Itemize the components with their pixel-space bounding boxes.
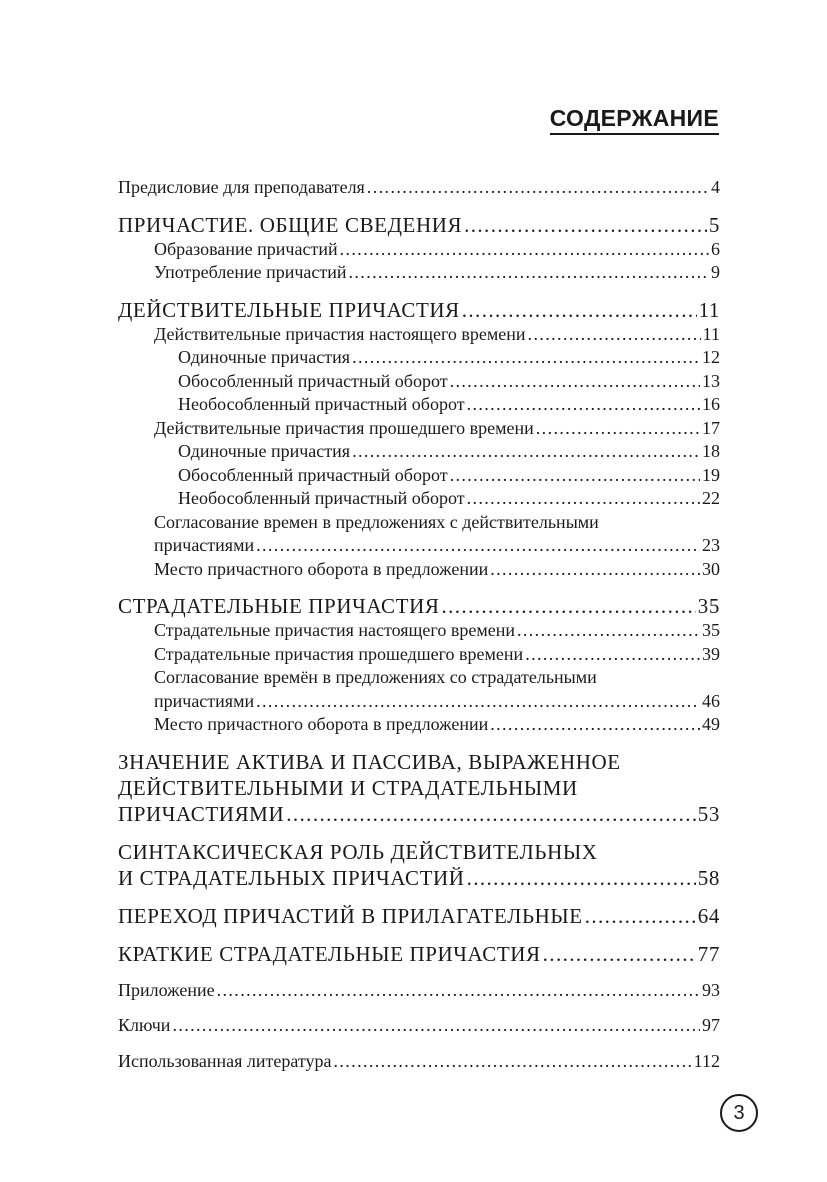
toc-entry-page: 19 — [702, 464, 720, 485]
toc-entry-label: Одиночные причастия — [178, 347, 351, 367]
dot-leader — [490, 558, 700, 582]
toc-entry-label: Обособленный причастный оборот — [178, 370, 448, 391]
toc-entry-label-line[interactable]: Согласование времен в предложениях с действительными — [154, 511, 599, 532]
toc-entry-page: 49 — [702, 714, 720, 734]
dot-leader — [543, 941, 696, 967]
toc-entry-label: причастиями — [154, 535, 255, 555]
table-of-contents — [118, 176, 720, 1073]
toc-entry-page: 35 — [702, 620, 720, 640]
dot-leader — [217, 979, 700, 1003]
toc-entry-page: 17 — [702, 417, 720, 438]
toc-chapter-label-line[interactable]: СИНТАКСИЧЕСКАЯ РОЛЬ ДЕЙСТВИТЕЛЬНЫХ — [118, 839, 598, 864]
dot-leader — [528, 323, 701, 347]
toc-entry[interactable] — [118, 238, 720, 262]
toc-entry-page: 46 — [702, 690, 720, 711]
toc-entry-label: Приложение — [118, 979, 215, 1000]
toc-entry[interactable] — [118, 440, 720, 464]
toc-entry-page: 22 — [702, 488, 720, 508]
toc-entry-label: ПРИЧАСТИЕ. ОБЩИЕ СВЕДЕНИЯ — [118, 212, 463, 237]
toc-chapter[interactable] — [118, 801, 720, 827]
toc-entry-label: ПЕРЕХОД ПРИЧАСТИЙ В ПРИЛАГАТЕЛЬНЫЕ — [118, 903, 583, 928]
dot-leader — [256, 534, 700, 558]
toc-entry-label: Использованная литература — [118, 1050, 332, 1071]
toc-entry[interactable] — [118, 487, 720, 511]
toc-entry[interactable] — [118, 323, 720, 347]
toc-entry[interactable] — [118, 979, 720, 1003]
toc-chapter[interactable] — [118, 297, 720, 323]
page-number-badge: 3 — [720, 1094, 758, 1132]
dot-leader — [349, 261, 710, 285]
dot-leader — [333, 1050, 691, 1074]
toc-chapter[interactable] — [118, 593, 720, 619]
toc-chapter[interactable] — [118, 903, 720, 929]
toc-entry[interactable] — [118, 1014, 720, 1038]
toc-entry-page: 9 — [711, 262, 720, 282]
toc-entry[interactable] — [118, 370, 720, 394]
toc-entry-label: СТРАДАТЕЛЬНЫЕ ПРИЧАСТИЯ — [118, 594, 440, 618]
toc-entry-page: 4 — [711, 177, 720, 197]
toc-entry-page: 58 — [697, 865, 720, 890]
toc-entry-page: 11 — [698, 297, 720, 322]
toc-entry-label: Ключи — [118, 1015, 171, 1035]
toc-entry-label: Употребление причастий — [154, 262, 347, 282]
toc-entry-page: 39 — [702, 643, 720, 664]
toc-entry[interactable] — [118, 713, 720, 737]
toc-entry-page: 53 — [697, 801, 720, 826]
toc-entry[interactable] — [118, 176, 720, 200]
toc-entry-page: 5 — [708, 212, 720, 237]
toc-entry[interactable] — [118, 643, 720, 667]
toc-entry-label: причастиями — [154, 690, 255, 711]
toc-entry-page: 35 — [697, 594, 720, 618]
dot-leader — [352, 440, 700, 464]
toc-entry-label: Необособленный причастный оборот — [178, 488, 465, 508]
toc-entry-page: 6 — [711, 238, 720, 259]
toc-entry-label: Действительные причастия прошедшего времени — [154, 417, 534, 438]
toc-entry-label: Предисловие для преподавателя — [118, 177, 365, 197]
toc-entry-label: Страдательные причастия прошедшего времени — [154, 643, 524, 664]
toc-entry-page: 77 — [697, 941, 720, 966]
toc-entry-page: 13 — [702, 370, 720, 391]
toc-entry-label-line[interactable]: Согласование времён в предложениях со страдательными — [154, 667, 597, 687]
dot-leader — [286, 801, 696, 827]
toc-entry-label: Место причастного оборота в предложении — [154, 714, 489, 734]
dot-leader — [525, 643, 700, 667]
dot-leader — [450, 370, 700, 394]
toc-entry[interactable] — [118, 261, 720, 285]
toc-entry[interactable] — [118, 417, 720, 441]
page-title: СОДЕРЖАНИЕ — [550, 104, 719, 135]
dot-leader — [340, 238, 709, 262]
dot-leader — [585, 903, 696, 929]
dot-leader — [517, 619, 700, 643]
toc-entry-page: 64 — [697, 903, 720, 928]
dot-leader — [467, 865, 696, 891]
toc-entry-label: ПРИЧАСТИЯМИ — [118, 801, 285, 826]
toc-chapter[interactable] — [118, 865, 720, 891]
toc-entry[interactable] — [118, 534, 720, 558]
dot-leader — [172, 1014, 700, 1038]
toc-entry[interactable] — [118, 558, 720, 582]
dot-leader — [464, 212, 707, 238]
toc-entry-label: Одиночные причастия — [178, 441, 351, 461]
toc-entry-page: 11 — [702, 323, 720, 344]
toc-chapter[interactable] — [118, 212, 720, 238]
dot-leader — [467, 393, 700, 417]
toc-entry-label: Обособленный причастный оборот — [178, 464, 448, 485]
toc-entry-label: ДЕЙСТВИТЕЛЬНЫЕ ПРИЧАСТИЯ — [118, 297, 460, 322]
toc-entry-page: 112 — [693, 1050, 720, 1071]
toc-entry-page: 23 — [702, 535, 720, 555]
dot-leader — [450, 464, 700, 488]
toc-entry-page: 18 — [702, 441, 720, 461]
toc-entry-page: 97 — [702, 1015, 720, 1035]
toc-entry[interactable] — [118, 346, 720, 370]
toc-entry[interactable] — [118, 393, 720, 417]
toc-entry-label: Место причастного оборота в предложении — [154, 558, 489, 579]
dot-leader — [467, 487, 700, 511]
dot-leader — [441, 593, 695, 619]
toc-entry[interactable] — [118, 690, 720, 714]
toc-entry-page: 93 — [702, 979, 720, 1000]
dot-leader — [462, 297, 697, 323]
toc-chapter[interactable] — [118, 941, 720, 967]
toc-chapter-label-line[interactable]: ДЕЙСТВИТЕЛЬНЫМИ И СТРАДАТЕЛЬНЫМИ — [118, 775, 578, 800]
dot-leader — [256, 690, 700, 714]
toc-entry-label: Необособленный причастный оборот — [178, 394, 465, 414]
toc-entry-page: 16 — [702, 394, 720, 414]
toc-entry-page: 30 — [702, 558, 720, 579]
toc-entry-label: Действительные причастия настоящего времени — [154, 323, 526, 344]
toc-entry[interactable] — [118, 464, 720, 488]
toc-entry-label: Страдательные причастия настоящего времени — [154, 620, 515, 640]
toc-chapter-label-line[interactable]: ЗНАЧЕНИЕ АКТИВА И ПАССИВА, ВЫРАЖЕННОЕ — [118, 749, 621, 774]
toc-entry[interactable] — [118, 1050, 720, 1074]
toc-entry-label: И СТРАДАТЕЛЬНЫХ ПРИЧАСТИЙ — [118, 865, 465, 890]
toc-entry[interactable] — [118, 619, 720, 643]
dot-leader — [367, 176, 709, 200]
dot-leader — [536, 417, 700, 441]
toc-entry-page: 12 — [702, 347, 720, 367]
toc-entry-label: Образование причастий — [154, 238, 338, 259]
dot-leader — [490, 713, 700, 737]
toc-entry-label: КРАТКИЕ СТРАДАТЕЛЬНЫЕ ПРИЧАСТИЯ — [118, 941, 541, 966]
dot-leader — [352, 346, 700, 370]
